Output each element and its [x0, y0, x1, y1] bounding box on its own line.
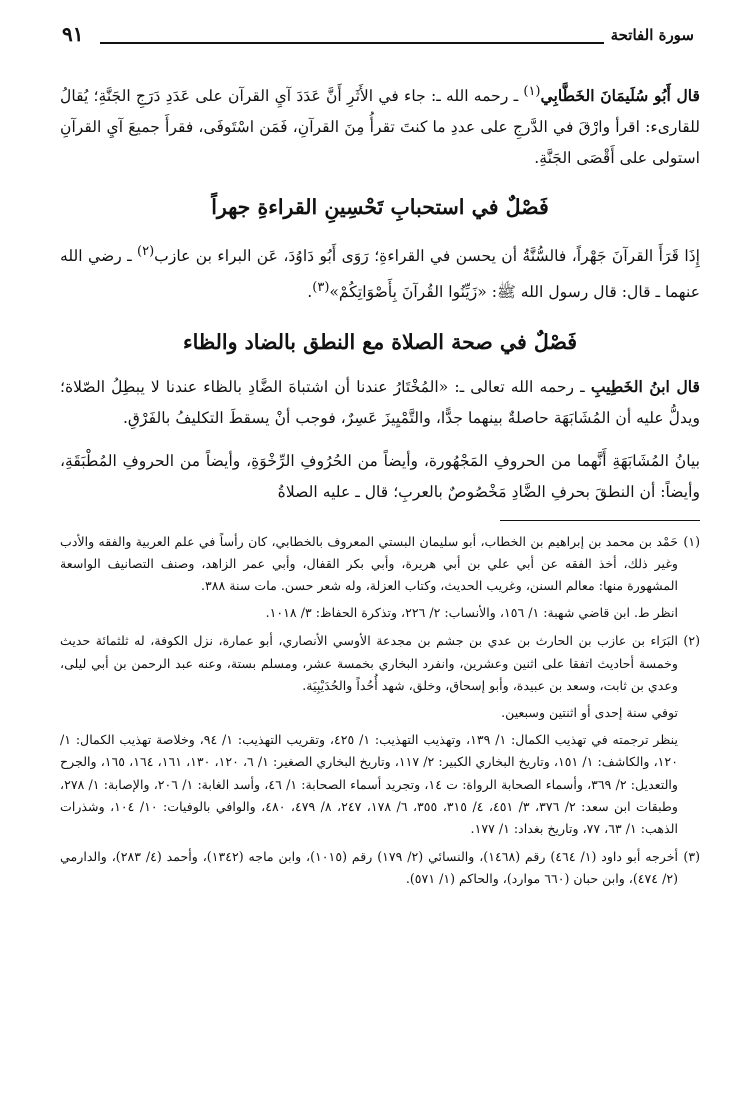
- section-heading-recitation: فَصْلٌ في استحبابِ تَحْسِينِ القراءةِ جهراً: [211, 195, 549, 220]
- footnote-number: (٣): [683, 849, 700, 865]
- book-page: [60, 22, 700, 1082]
- footnote-separator: [500, 520, 700, 521]
- footnote-text: توفي سنة إحدى أو اثنتين وسبعين.: [501, 704, 678, 720]
- footnote-ref-1: (١): [523, 84, 541, 99]
- footnote-text: حَمْد بن محمد بن إبراهيم بن الخطاب، أبو سليمان البستي المعروف بالخطابي، كان رأساً في علم العربية والفقه والأدب وغير ذلك، أخذ الفقه عن أبي علي بن أبي هريرة، وأبي بكر القفال، وأبي عمر الزاهد، وصنف التصانيف الواسعة المشهورة منها: معالم السنن، وغريب الحديث، وكتاب العزلة، وله شعر حسن. مات سنة ٣٨٨.: [60, 533, 678, 593]
- main-text: [60, 76, 700, 508]
- paragraph-recitation: [60, 236, 700, 308]
- footnote-item: [60, 630, 700, 840]
- footnote-text: ينظر ترجمته في تهذيب الكمال: ١/ ١٣٩، وتهذيب التهذيب: ١/ ٤٢٥، وتقريب التهذيب: ١/ ٩٤، وخلاصة تهذيب الكمال: ١/ ١٢٠، والكاشف: ١/ ١٥١، وتاريخ البخاري الكبير: ٢/ ١١٧، وتاريخ البخاري الصغير: ١/ ٦، ١٢٠، ١٣٠، ١٦١، ١٦٤، ١٦٥، والجرح والتعديل: ٢/ ٣٦٩، وأسماء الصحابة الرواة: ت ١٤، وتجريد أسماء الصحابة: ١/ ٤٦، وأسد الغابة: ١/ ٢٠٦، والإصابة: ١/ ٢٧٨، وطبقات ابن سعد: ٢/ ٣٧٦، ٣/ ٤٥١، ٤/ ٣١٥، ٣٥٥، ٦/ ١٧٨، ٢٤٧، ٨/ ٤٧٩، ٤٨٠، والوافي بالوفيات: ١٠/ ١٠٤، وشذرات الذهب: ١/ ٦٣، ٧٧، وتاريخ بغداد: ١/ ١٧٧.: [60, 732, 678, 836]
- recitation-text-1: إِذَا قَرَأَ القرآنَ جَهْراً، فالسُّنَّةُ أن يحسن في القراءةِ؛ رَوَى أَبُو دَاوُدَ، عَن البراء بن عازب: [154, 247, 700, 266]
- ibn-khatib-quote: ـ رحمه الله تعالى ـ: «المُخْتَارُ عندنا أن اشتباهَ الضَّادِ بالظاء عندنا لا يبطِلُ الصّلاة؛ ويدلُّ عليه أن المُشَابَهَة حاصلةٌ بينهما جدًّا، والتَّمْيِيزَ عَسِرٌ، فوجب أنْ يسقطَ التكليفُ بالفَرْقِ.: [60, 377, 700, 427]
- footnote-item: [60, 531, 700, 625]
- footnote-ref-2: (٢): [137, 244, 155, 260]
- header-rule: [100, 42, 604, 44]
- footnote-item: [60, 846, 700, 890]
- footnote-text: البَرَاء بن عازب بن الحارث بن عدي بن جشم بن مجدعة الأوسي الأنصاري، أبو عمارة، نزل الكوفة، له ثلثمائة حديث وخمسة أحاديث اتفقا على اثنين وعشرين، وانفرد البخاري بخمسة عشر، ومسلم بستة، وعنه عبد الرحمن بن أبي ليلى، وعدي بن ثابت، وسعد بن عبيدة، وأبو إسحاق، وخلق، شهد أُحُداً والحُدَيْبِيَة.: [60, 633, 678, 693]
- speaker-ibn-khatib: قال ابنُ الخَطِيبِ: [590, 376, 700, 396]
- footnote-ref-3: (٣): [312, 280, 330, 296]
- running-header: [60, 22, 700, 50]
- surah-title: سورة الفاتحة: [610, 26, 694, 44]
- paragraph-similarity: بيانُ المُشَابَهَةِ أَنَّهما من الحروفِ المَجْهُورة، وأيضاً من الحُرُوفِ الرِّخْوَةِ، وأيضاً من الحروفِ المُطْبَقَةِ، وأيضاً: أن النطقَ بحرفِ الضَّادِ مَخْصُوصٌ بالعربِ؛ قال ـ عليه الصلاةُ: [60, 451, 700, 501]
- recitation-end: .: [307, 283, 313, 302]
- section-heading-dad-zaa: فَصْلٌ في صحة الصلاة مع النطق بالضاد والظاء: [182, 329, 578, 354]
- paragraph-ibn-khatib: [60, 371, 700, 434]
- footnote-number: (٢): [683, 633, 700, 649]
- khattabi-quote: ـ رحمه الله ـ: جاء في الأَثَرِ أَنَّ عَدَدَ آيِ القرآن على عَدَدِ دَرَجِ الجَنَّةِ؛ يُقالُ للقارىء: اقرأ وارْقَ في الدَّرجِ على عددِ ما كنتَ تقرأُ مِنَ القرآنِ، فَمَن اسْتَوفَى، فقرأَ جميعَ آيِ القرآنِ استولى على أَقْصَى الجَنَّةِ.: [60, 87, 700, 168]
- footnote-text: أخرجه أبو داود (١/ ٤٦٤) رقم (١٤٦٨)، والنسائي (٢/ ١٧٩) رقم (١٠١٥)، وابن ماجه (١٣٤٢)، وأحمد (٤/ ٢٨٣)، والدارمي (٢/ ٤٧٤)، وابن حبان (٦٦٠ موارد)، والحاكم (١/ ٥٧١).: [60, 849, 679, 887]
- paragraph-khattabi: [60, 76, 700, 174]
- footnote-number: (١): [683, 533, 700, 549]
- recitation-text-2: ـ رضي الله عنهما ـ قال: قال رسول الله ﷺ: «زَيِّنُوا القُرآنَ بِأَصْوَاتِكُمْ»: [60, 247, 700, 302]
- speaker-khattabi: قال أَبُو سُلَيمَانَ الخَطَّابِي: [540, 86, 701, 106]
- page-number: ٩١: [62, 22, 84, 46]
- footnotes: [60, 531, 700, 891]
- footnote-text: انظر ط. ابن قاضي شهبة: ١/ ١٥٦، والأنساب: ٢/ ٢٢٦، وتذكرة الحفاظ: ٣/ ١٠١٨.: [265, 605, 678, 621]
